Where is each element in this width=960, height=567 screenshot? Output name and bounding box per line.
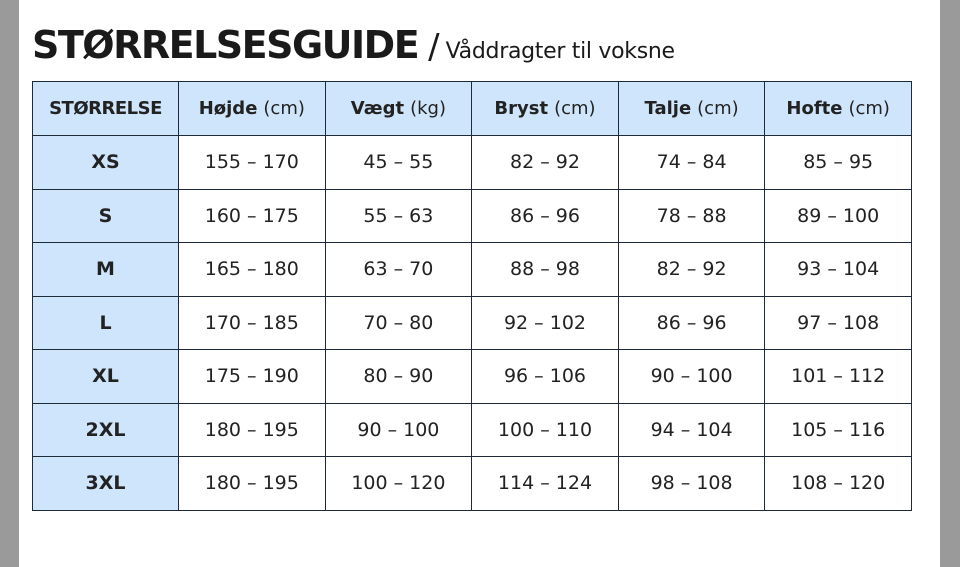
table-row [33, 243, 912, 297]
header-unit: (cm) [848, 98, 890, 119]
header-label: Hofte [786, 98, 843, 119]
table-cell: 97 – 108 [765, 296, 912, 350]
table-cell: 105 – 116 [765, 403, 912, 457]
table-cell: 96 – 106 [472, 350, 619, 404]
table-row [33, 403, 912, 457]
size-table [32, 81, 912, 511]
header-weight [325, 82, 472, 136]
table-row [33, 296, 912, 350]
table-cell: 100 – 120 [325, 457, 472, 511]
header-row [33, 82, 912, 136]
header-size: STØRRELSE [33, 82, 179, 136]
table-cell: 165 – 180 [179, 243, 326, 297]
table-row [33, 136, 912, 190]
table-cell: 88 – 98 [472, 243, 619, 297]
page-title [32, 22, 675, 68]
table-cell: 108 – 120 [765, 457, 912, 511]
title-subtitle: Våddragter til voksne [445, 39, 675, 64]
header-unit: (cm) [554, 98, 596, 119]
table-cell: 90 – 100 [325, 403, 472, 457]
table-cell: 90 – 100 [618, 350, 765, 404]
table-cell: 86 – 96 [618, 296, 765, 350]
table-cell: 82 – 92 [472, 136, 619, 190]
size-label: M [33, 243, 179, 297]
table-cell: 100 – 110 [472, 403, 619, 457]
table-cell: 78 – 88 [618, 189, 765, 243]
header-unit: (cm) [263, 98, 305, 119]
table-cell: 114 – 124 [472, 457, 619, 511]
table-cell: 101 – 112 [765, 350, 912, 404]
size-label: XL [33, 350, 179, 404]
header-chest [472, 82, 619, 136]
table-cell: 85 – 95 [765, 136, 912, 190]
header-label: Vægt [350, 98, 405, 119]
table-cell: 180 – 195 [179, 403, 326, 457]
header-hip [765, 82, 912, 136]
table-cell: 92 – 102 [472, 296, 619, 350]
table-cell: 89 – 100 [765, 189, 912, 243]
table-cell: 94 – 104 [618, 403, 765, 457]
table-cell: 155 – 170 [179, 136, 326, 190]
header-height [179, 82, 326, 136]
table-cell: 82 – 92 [618, 243, 765, 297]
table-cell: 80 – 90 [325, 350, 472, 404]
table-row [33, 350, 912, 404]
table-cell: 74 – 84 [618, 136, 765, 190]
header-label: Bryst [494, 98, 549, 119]
table-cell: 98 – 108 [618, 457, 765, 511]
size-label: L [33, 296, 179, 350]
size-label: 2XL [33, 403, 179, 457]
title-separator: / [428, 27, 440, 67]
table-cell: 160 – 175 [179, 189, 326, 243]
table-cell: 45 – 55 [325, 136, 472, 190]
table-row [33, 189, 912, 243]
table-cell: 175 – 190 [179, 350, 326, 404]
size-guide-sheet [19, 0, 940, 567]
header-unit: (kg) [410, 98, 446, 119]
table-cell: 170 – 185 [179, 296, 326, 350]
size-label: S [33, 189, 179, 243]
title-main: STØRRELSESGUIDE [32, 23, 419, 67]
table-cell: 93 – 104 [765, 243, 912, 297]
table-cell: 63 – 70 [325, 243, 472, 297]
size-label: 3XL [33, 457, 179, 511]
table-cell: 55 – 63 [325, 189, 472, 243]
table-cell: 86 – 96 [472, 189, 619, 243]
table-cell: 180 – 195 [179, 457, 326, 511]
table-cell: 70 – 80 [325, 296, 472, 350]
header-waist [618, 82, 765, 136]
header-unit: (cm) [697, 98, 739, 119]
header-label: Talje [644, 98, 692, 119]
size-label: XS [33, 136, 179, 190]
table-row [33, 457, 912, 511]
header-label: Højde [198, 98, 258, 119]
